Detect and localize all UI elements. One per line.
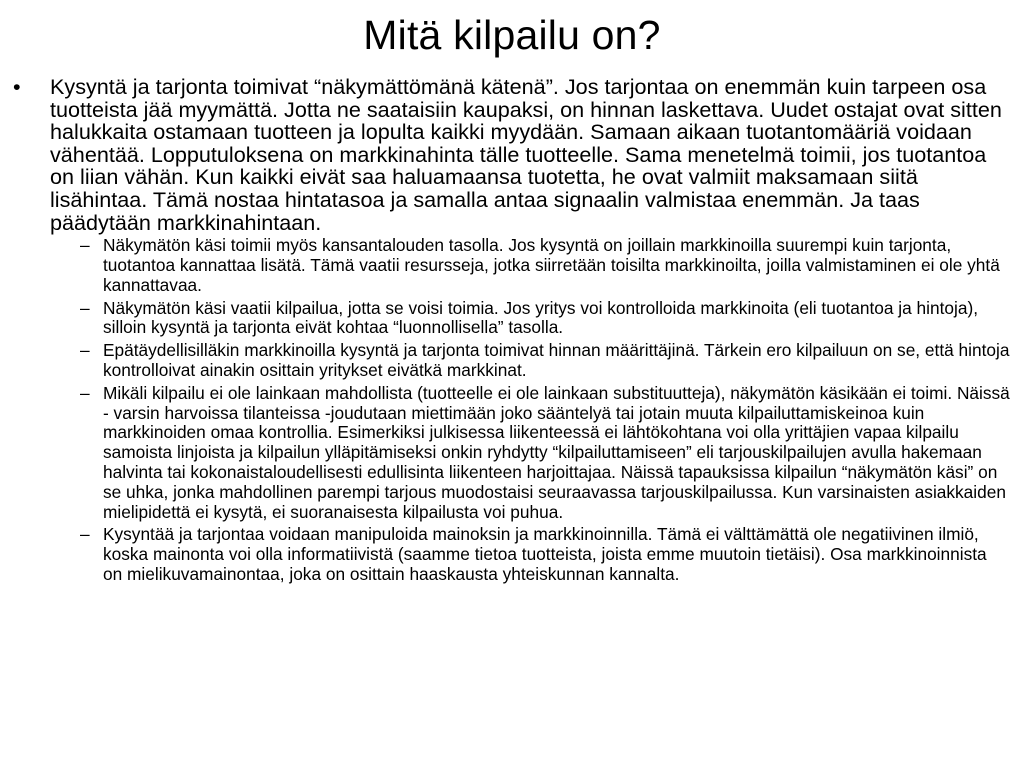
main-bullet — [8, 76, 1016, 588]
sub-bullet-item — [80, 236, 1010, 295]
sub-bullet-marker: – — [80, 524, 90, 545]
slide-title: Mitä kilpailu on? — [363, 12, 661, 58]
sub-bullet-item — [80, 299, 1010, 339]
sub-bullet-text: Mikäli kilpailu ei ole lainkaan mahdollista (tuotteelle ei ole lainkaan substituutteja), näkymätön käsikään ei toimi. Näissä - varsin harvoissa tilanteissa -joudutaan miettimään joko sääntelyä tai jotain muuta kilpailuttamiskeinoa kuin markkinoiden omaa kontrollia. Esimerkiksi julkisessa liikenteessä ei lähtökohtana voi olla yrittäjien vapaa kilpailu samoista linjoista ja kilpailun ylläpitämiseksi onkin ryhdytty “kilpailuttamiseen” eli tarjouskilpailujen avulla hakemaan halvinta tai kokonaistaloudellisesti edullisinta liikenteen harjoittajaa. Näissä tapauksissa kilpailun “näkymätön käsi” on se uhka, jonka mahdollinen parempi tarjous muodostaisi seuraavassa tarjouskilpailussa. Kun varsinaisten asiakkaiden mielipidettä ei kysytä, ei suoranaisesta kilpailusta voi puhua. — [103, 382, 1010, 522]
sub-bullet-item — [80, 384, 1010, 523]
sub-bullet-text: Näkymätön käsi toimii myös kansantalouden tasolla. Jos kysyntä on joillain markkinoilla suurempi kuin tarjonta, tuotantoa kannattaa lisätä. Tämä vaatii resursseja, jotka siirretään toisilta markkinoilta, joilla valmistaminen ei ole yhtä kannattavaa. — [103, 235, 1000, 295]
sub-bullet-marker: – — [80, 235, 90, 256]
sub-bullet-list — [8, 236, 1016, 585]
sub-bullet-text: Näkymätön käsi vaatii kilpailua, jotta se voisi toimia. Jos yritys voi kontrolloida markkinoita (eli tuotantoa ja hintoja), silloin kysyntä ja tarjonta eivät kohtaa “luonnollisella” tasolla. — [103, 297, 979, 338]
sub-bullet-text: Epätäydellisilläkin markkinoilla kysyntä ja tarjonta toimivat hinnan määrittäjinä. Tärkein ero kilpailuun on se, että hintoja kontrolloivat ainakin osittain yritykset eivätkä markkinat. — [103, 340, 1010, 380]
sub-bullet-marker: – — [80, 340, 90, 361]
sub-bullet-item — [80, 341, 1010, 381]
main-bullet-marker: • — [13, 74, 21, 99]
main-bullet-text: Kysyntä ja tarjonta toimivat “näkymättömänä kätenä”. Jos tarjontaa on enemmän kuin tarpeen osa tuotteista jää myymättä. Jotta ne saataisiin kaupaksi, on hinnan laskettava. Uudet ostajat ovat sitten halukkaita ostamaan tuotteen ja lopulta kaikki myydään. Samaan aikaan tuotantomääriä voidaan vähentää. Lopputuloksena on markkinahinta tälle tuotteelle. Sama menetelmä toimii, jos tuotantoa on liian vähän. Kun kaikki eivät saa haluamaansa tuotetta, he ovat valmiit maksamaan siitä lisähintaa. Tämä nostaa hintatasoa ja samalla antaa signaalin valmistaa enemmän. Ja taas päädytään markkinahintaan. — [50, 74, 1002, 235]
sub-bullet-marker: – — [80, 297, 90, 318]
sub-bullet-marker: – — [80, 382, 90, 403]
sub-bullet-item — [80, 525, 1010, 584]
sub-bullet-text: Kysyntää ja tarjontaa voidaan manipuloida mainoksin ja markkinoinnilla. Tämä ei välttämättä ole negatiivinen ilmiö, koska mainonta voi olla informatiivistä (saamme tietoa tuotteista, joista emme muutoin tietäisi). Osa markkinoinnista on mielikuvamainontaa, joka on osittain haaskausta yhteiskunnan kannalta. — [103, 524, 987, 584]
